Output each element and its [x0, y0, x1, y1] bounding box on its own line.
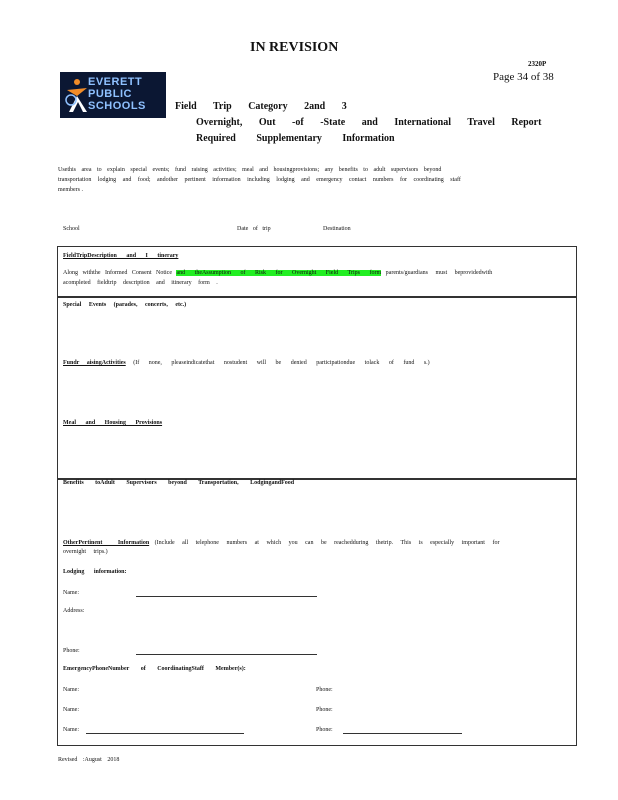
fundraising-heading: Fundr aisingActivities: [63, 360, 126, 366]
page-number: Page 34 of 38: [493, 71, 554, 83]
instructions-line-2: transportation lodging and food; andother pertinent information including lodging and emergency contact numbers for coordinating staff: [58, 177, 461, 183]
star-figure-icon: [63, 76, 89, 114]
fundraising-note: (If none, pleaseindicatethat nostudent will be denied participationdue tolack of fund s.): [133, 360, 430, 366]
other-information-note-2: overnight trips.): [63, 549, 108, 555]
instructions-line-3: members .: [58, 187, 83, 193]
form-title-line-1: Field Trip Category 2and 3: [175, 101, 347, 112]
description-text-post: parents/guardians must beprovidedwith: [385, 270, 493, 276]
district-logo: [60, 72, 166, 118]
logo-line-1: EVERETT: [88, 76, 143, 88]
lodging-heading: Lodging information:: [63, 569, 127, 575]
other-information-heading: OtherPertinent Information: [63, 540, 150, 546]
lodging-name-label: Name:: [63, 590, 79, 596]
form-title-line-3: Required Supplementary Information: [196, 133, 395, 144]
emergency-contact-heading: EmergencyPhoneNumber of CoordinatingStaff Member(s):: [63, 666, 246, 672]
field-trip-description-heading: FieldTripDescription and I tinerary: [63, 253, 179, 259]
emergency-phone-label: Phone:: [316, 727, 333, 733]
logo-line-3: SCHOOLS: [88, 100, 146, 112]
emergency-phone-label: Phone:: [316, 687, 333, 693]
revised-date: Revised :August 2018: [58, 757, 120, 763]
instructions-line-1: Usethis area to explain special events; fund raising activities; meal and housingprovisions; any benefits to adult supervisors beyond: [58, 167, 442, 173]
school-label: School: [63, 226, 80, 232]
revision-title: IN REVISION: [250, 40, 339, 55]
emergency-name-field[interactable]: [86, 733, 244, 734]
logo-line-2: PUBLIC: [88, 88, 132, 100]
description-text-pre: Along withthe Informed Consent Notice: [63, 270, 172, 276]
special-events-heading: Special Events (parades, concerts, etc.): [63, 302, 187, 308]
lodging-phone-label: Phone:: [63, 648, 80, 654]
assumption-of-risk-highlight: and theAssumption of Risk for Overnight Field Trips form: [176, 270, 382, 276]
destination-label: Destination: [323, 226, 351, 232]
other-information-note: (Include all telephone numbers at which you can be reachedduring thetrip. This is especially important for: [154, 540, 500, 546]
events-fundraising-section: [57, 296, 577, 480]
lodging-address-label: Address:: [63, 608, 85, 614]
emergency-phone-label: Phone:: [316, 707, 333, 713]
description-text-line-2: acompleted fieldtrip description and itinerary form .: [63, 280, 218, 286]
emergency-phone-field[interactable]: [343, 733, 462, 734]
emergency-name-label: Name:: [63, 727, 79, 733]
policy-code: 2320P: [528, 60, 547, 68]
meal-housing-heading: Meal and Housing Provisions: [63, 420, 163, 426]
lodging-name-field[interactable]: [136, 596, 317, 597]
lodging-phone-field[interactable]: [136, 654, 317, 655]
form-title-line-2: Overnight, Out -of -State and International Travel Report: [196, 117, 542, 128]
emergency-name-label: Name:: [63, 707, 79, 713]
date-label: Date of trip: [237, 226, 271, 232]
benefits-heading: Benefits toAdult Supervisors beyond Transportation, LodgingandFood: [63, 480, 295, 486]
emergency-name-label: Name:: [63, 687, 79, 693]
